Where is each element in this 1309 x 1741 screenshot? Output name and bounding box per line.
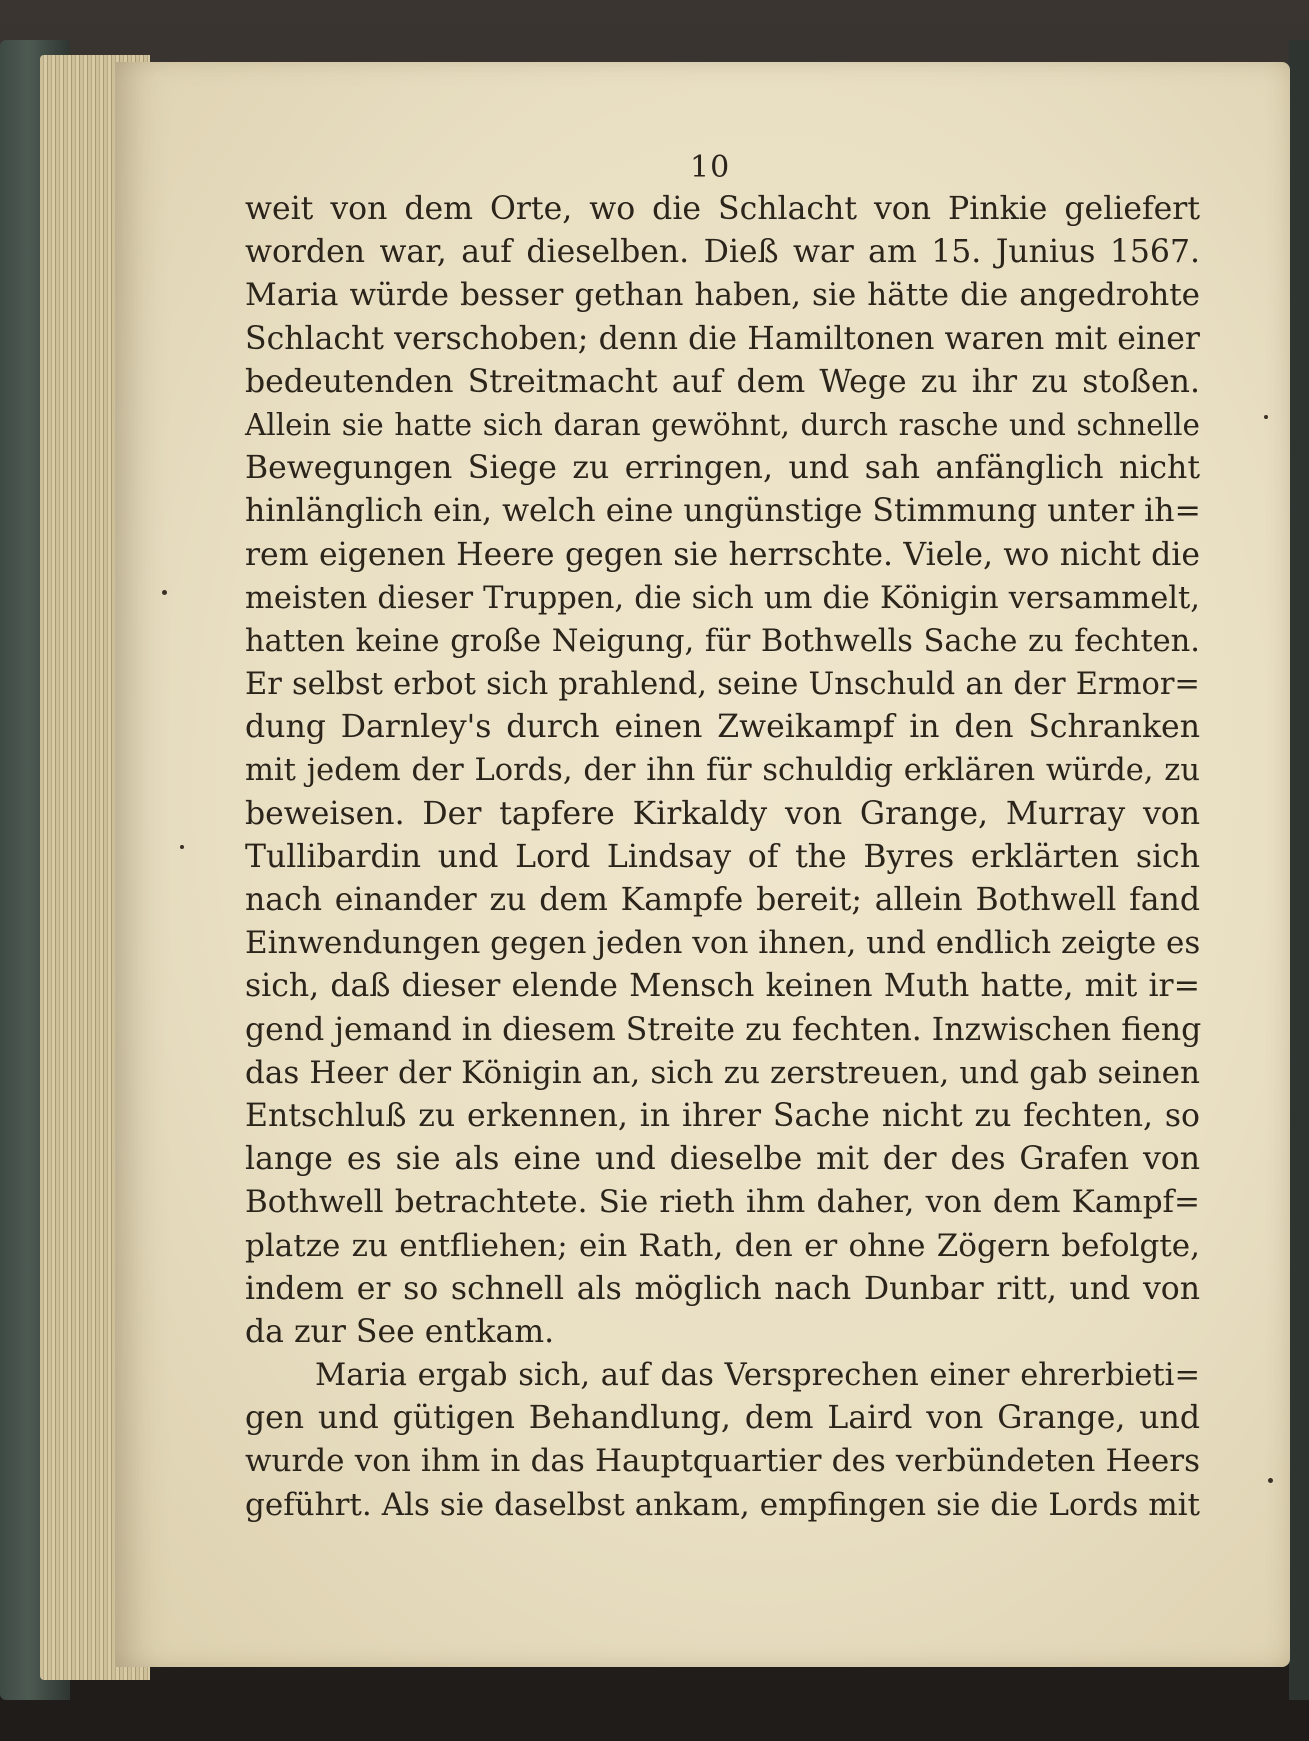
text-line: weit von dem Orte, wo die Schlacht von Pinkie geliefert	[245, 191, 1200, 227]
text-line: sich, daß dieser elende Mensch keinen Muth hatte, mit ir=	[245, 968, 1200, 1005]
text-line: bedeutenden Streitmacht auf dem Wege zu ihr zu stoßen.	[245, 363, 1200, 400]
paper-spot	[1264, 415, 1268, 419]
text-line: gen und gütigen Behandlung, dem Laird von Grange, und	[245, 1400, 1200, 1437]
text-line: worden war, auf dieselben. Dieß war am 15. Junius 1567.	[245, 234, 1200, 271]
text-line: dung Darnley's durch einen Zweikampf in den Schranken	[245, 709, 1200, 746]
body-text	[245, 188, 1200, 1527]
text-line: hinlänglich ein, welch eine ungünstige Stimmung unter ih=	[245, 493, 1201, 530]
text-line: lange es sie als eine und dieselbe mit der des Grafen von	[245, 1141, 1200, 1178]
text-line: platze zu entfliehen; ein Rath, den er ohne Zögern befolgte,	[245, 1227, 1200, 1264]
text-line: Maria ergab sich, auf das Versprechen einer ehrerbieti=	[315, 1358, 1200, 1394]
text-line: rem eigenen Heere gegen sie herrschte. Viele, wo nicht die	[245, 536, 1200, 573]
text-line: Bothwell betrachtete. Sie rieth ihm daher, von dem Kampf=	[245, 1184, 1200, 1221]
paper-spot	[180, 845, 184, 849]
text-line: da zur See entkam.	[245, 1313, 555, 1350]
text-line: Schlacht verschoben; denn die Hamiltonen waren mit einer	[245, 320, 1200, 357]
text-line: Er selbst erbot sich prahlend, seine Unschuld an der Ermor=	[245, 667, 1200, 703]
paper-spot	[1268, 1478, 1273, 1483]
page-number: 10	[690, 150, 731, 185]
book-cover-right	[1289, 40, 1309, 1700]
text-line: wurde von ihm in das Hauptquartier des verbündeten Heers	[245, 1443, 1200, 1480]
text-line: hatten keine große Neigung, für Bothwells Sache zu fechten.	[245, 623, 1200, 659]
text-line: indem er so schnell als möglich nach Dunbar ritt, und von	[245, 1270, 1200, 1307]
text-line: Bewegungen Siege zu erringen, und sah anfänglich nicht	[245, 450, 1200, 487]
text-line: beweisen. Der tapfere Kirkaldy von Grange, Murray von	[245, 795, 1200, 832]
text-line: Entschluß zu erkennen, in ihrer Sache nicht zu fechten, so	[245, 1097, 1200, 1134]
text-line: Einwendungen gegen jeden von ihnen, und endlich zeigte es	[245, 925, 1201, 962]
text-line: Tullibardin und Lord Lindsay of the Byres erklärten sich	[245, 838, 1200, 875]
text-line: geführt. Als sie daselbst ankam, empfingen sie die Lords mit	[245, 1486, 1200, 1523]
text-line: meisten dieser Truppen, die sich um die Königin versammelt,	[245, 580, 1200, 616]
text-line: Maria würde besser gethan haben, sie hätte die angedrohte	[245, 277, 1200, 314]
text-line: das Heer der Königin an, sich zu zerstreuen, und gab seinen	[245, 1054, 1200, 1091]
text-line: Allein sie hatte sich daran gewöhnt, durch rasche und schnelle	[245, 407, 1200, 442]
text-line: mit jedem der Lords, der ihn für schuldig erklären würde, zu	[245, 753, 1200, 789]
paper-spot	[162, 590, 167, 595]
text-line: gend jemand in diesem Streite zu fechten. Inzwischen fieng	[245, 1011, 1202, 1048]
text-line: nach einander zu dem Kampfe bereit; allein Bothwell fand	[245, 882, 1200, 918]
